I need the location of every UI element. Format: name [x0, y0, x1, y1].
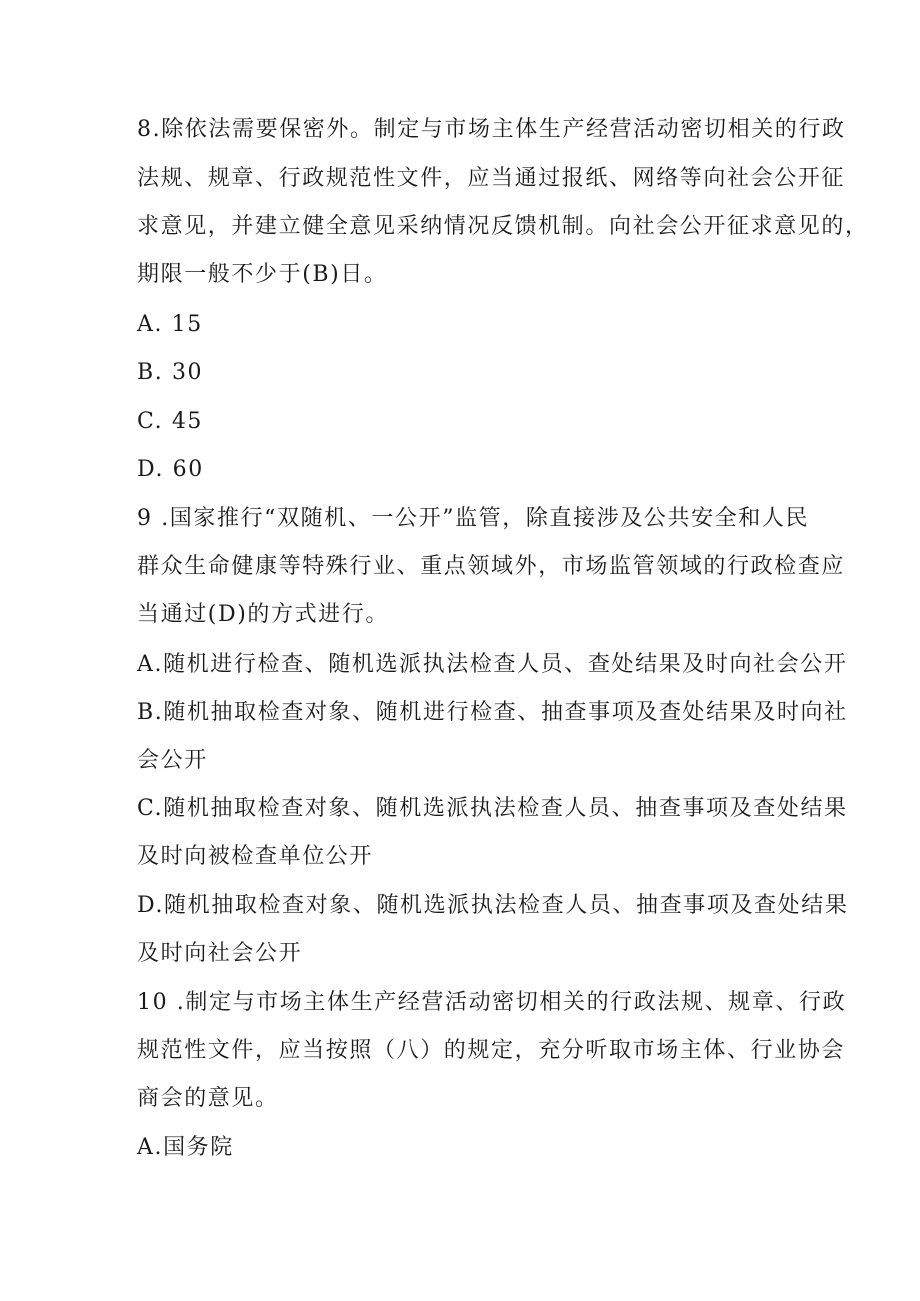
question-8-text-line-2: 法规、规章、行政规范性文件，应当通过报纸、网络等向社会公开征	[137, 166, 846, 191]
question-10-text-line-3: 商会的意见。	[137, 1086, 279, 1111]
question-9-text-line-2: 群众生命健康等特殊行业、重点领域外，市场监管领域的行政检查应	[137, 554, 846, 579]
question-8-text-line-4: 期限一般不少于(B)日。	[137, 262, 388, 287]
question-8-option-a: A. 15	[137, 312, 203, 337]
question-8-option-d: D. 60	[137, 457, 204, 482]
question-8-option-b: B. 30	[137, 360, 204, 385]
question-10-option-a: A.国务院	[137, 1135, 234, 1160]
question-9-option-b-line-2: 会公开	[137, 748, 208, 773]
question-9-option-c-line-2: 及时向被检查单位公开	[137, 844, 374, 869]
question-9-option-a: A.随机进行检查、随机选派执法检查人员、查处结果及时向社会公开	[137, 652, 848, 677]
question-10-text-line-1: 10 .制定与市场主体生产经营活动密切相关的行政法规、规章、行政	[137, 990, 847, 1015]
question-9-option-d-line-2: 及时向社会公开	[137, 941, 303, 966]
question-8-text-line-1: 8.除依法需要保密外。制定与市场主体生产经营活动密切相关的行政	[137, 117, 846, 142]
question-8-option-c: C. 45	[137, 409, 204, 434]
question-9-option-b-line-1: B.随机抽取检查对象、随机进行检查、抽查事项及查处结果及时向社	[137, 700, 848, 725]
question-9-option-d-line-1: D.随机抽取检查对象、随机选派执法检查人员、抽查事项及查处结果	[137, 893, 849, 918]
question-9-text-line-3: 当通过(D)的方式进行。	[137, 602, 390, 627]
question-10-text-line-2: 规范性文件，应当按照（八）的规定，充分听取市场主体、行业协会	[137, 1038, 846, 1063]
question-8-text-line-3: 求意见，并建立健全意见采纳情况反馈机制。向社会公开征求意见的，	[137, 214, 869, 239]
question-9-option-c-line-1: C.随机抽取检查对象、随机选派执法检查人员、抽查事项及查处结果	[137, 796, 848, 821]
question-9-text-line-1: 9 .国家推行“双随机、一公开”监管，除直接涉及公共安全和人民	[137, 506, 810, 531]
